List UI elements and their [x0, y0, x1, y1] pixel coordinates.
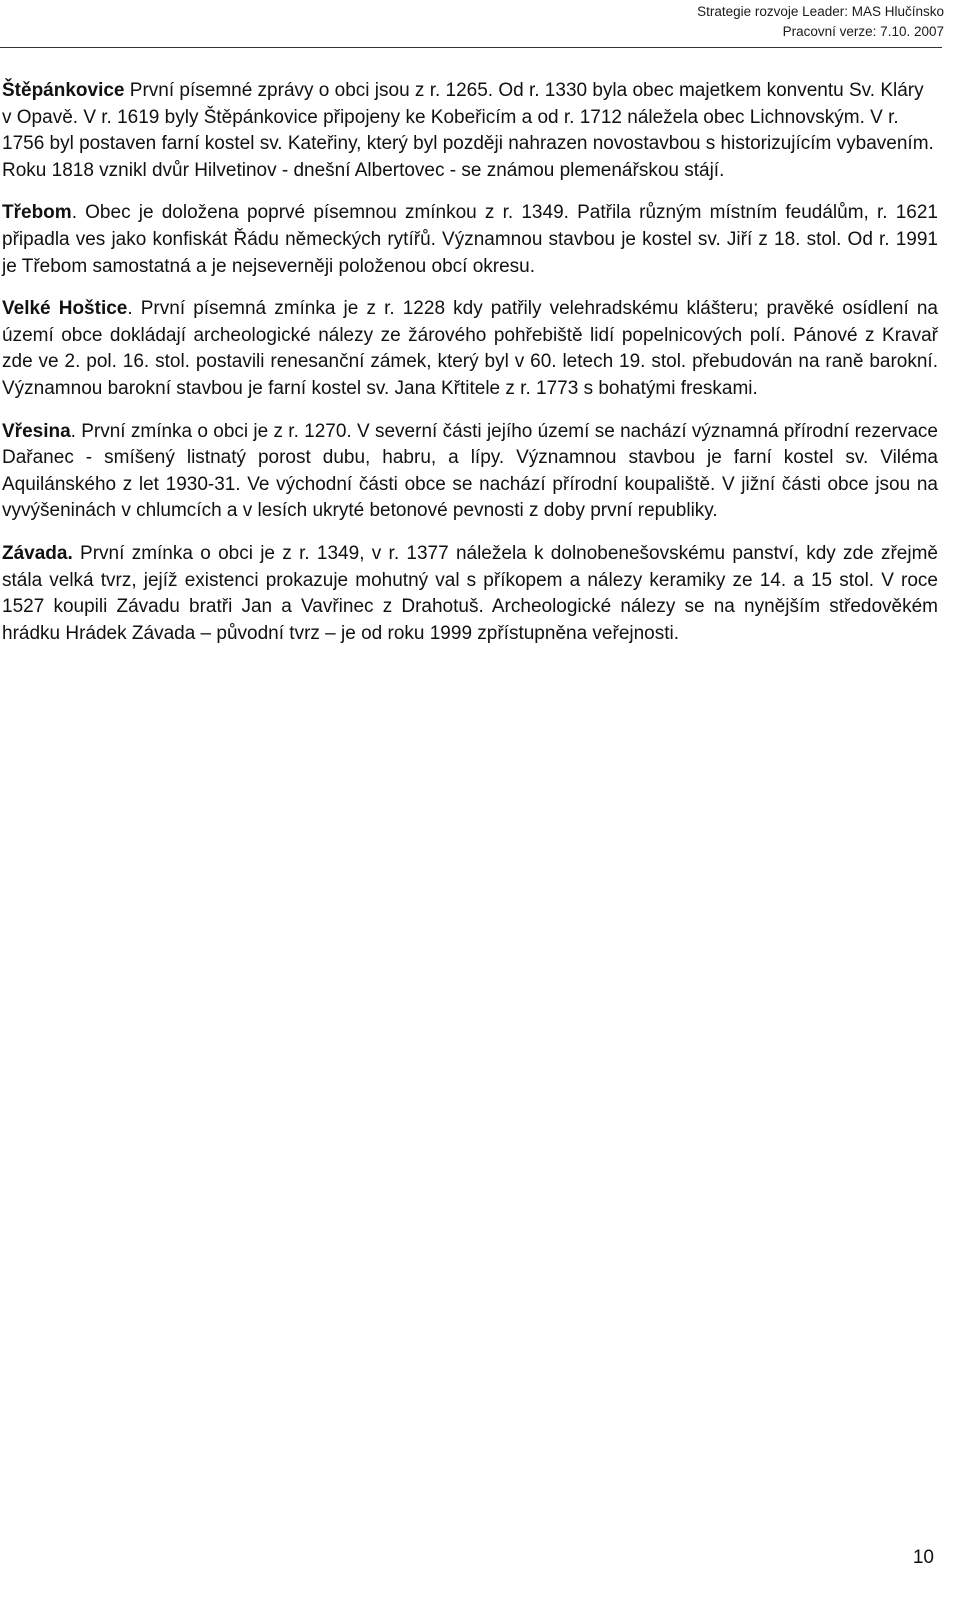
- paragraph-text: . První písemná zmínka je z r. 1228 kdy patřily velehradskému klášteru; pravěké osídlení na území obce dokládají archeologické nálezy ze žárového pohřebiště lidí popelnicových polí. Pánové z Kravař zde ve 2. pol. 16. stol. postavili renesanční zámek, který byl v 60. letech 19. stol. přebudován na raně barokní. Významnou barokní stavbou je farní kostel sv. Jana Křtitele z r. 1773 s bohatými freskami.: [2, 298, 938, 399]
- paragraph-stepankovice: [2, 78, 938, 184]
- paragraph-text: . Obec je doložena poprvé písemnou zmínkou z r. 1349. Patřila různým místním feudálům, r. 1621 připadla ves jako konfiskát Řádu německých rytířů. Významnou stavbou je kostel sv. Jiří z 18. stol. Od r. 1991 je Třebom samostatná a je nejseverněji položenou obcí okresu.: [2, 202, 938, 277]
- document-body: [2, 78, 938, 647]
- paragraph-text: První zmínka o obci je z r. 1349, v r. 1377 náležela k dolnobenešovskému panství, kdy zde zřejmě stála velká tvrz, jejíž existenci prokazuje mohutný val s příkopem a nálezy keramiky ze 14. a 15 stol. V roce 1527 koupili Závadu bratři Jan a Vavřinec z Drahotuš. Archeologické nálezy se na nynějším středověkém hrádku Hrádek Závada – původní tvrz – je od roku 1999 zpřístupněna veřejnosti.: [2, 542, 938, 644]
- paragraph-text: První písemné zprávy o obci jsou z r. 1265. Od r. 1330 byla obec majetkem konventu Sv. Kláry v Opavě. V r. 1619 byly Štěpánkovice připojeny ke Kobeřicím a od r. 1712 náležela obec Lichnovským. V r. 1756 byl postaven farní kostel sv. Kateřiny, který byl později nahrazen novostavbou s historizujícím vybavením. Roku 1818 vznikl dvůr Hilvetinov - dnešní Albertovec - se známou plemenářskou stájí.: [2, 80, 934, 181]
- place-name: Závada.: [2, 542, 73, 564]
- paragraph-trebom: [2, 200, 938, 280]
- paragraph-velke-hostice: [2, 296, 938, 402]
- header-version: Pracovní verze: 7.10. 2007: [782, 24, 944, 39]
- paragraph-vresina: [2, 419, 938, 525]
- paragraph-zavada: [2, 541, 938, 647]
- header-document-title: Strategie rozvoje Leader: MAS Hlučínsko: [697, 4, 944, 19]
- place-name: Velké Hoštice: [2, 298, 128, 320]
- place-name: Vřesina: [2, 420, 71, 442]
- page-header: [697, 2, 944, 42]
- paragraph-text: . První zmínka o obci je z r. 1270. V severní části jejího území se nachází významná přírodní rezervace Dařanec - smíšený listnatý porost dubu, habru, a lípy. Významnou stavbou je farní kostel sv. Viléma Aquilánského z let 1930-31. Ve východní části obce se nachází přírodní koupaliště. V jižní části obce jsou na vyvýšeninách v chlumcích a v lesích ukryté betonové pevnosti z doby první republiky.: [2, 420, 938, 522]
- place-name: Třebom: [2, 202, 72, 224]
- header-divider: [0, 47, 942, 48]
- page-number: 10: [912, 1547, 934, 1568]
- place-name: Štěpánkovice: [2, 80, 125, 101]
